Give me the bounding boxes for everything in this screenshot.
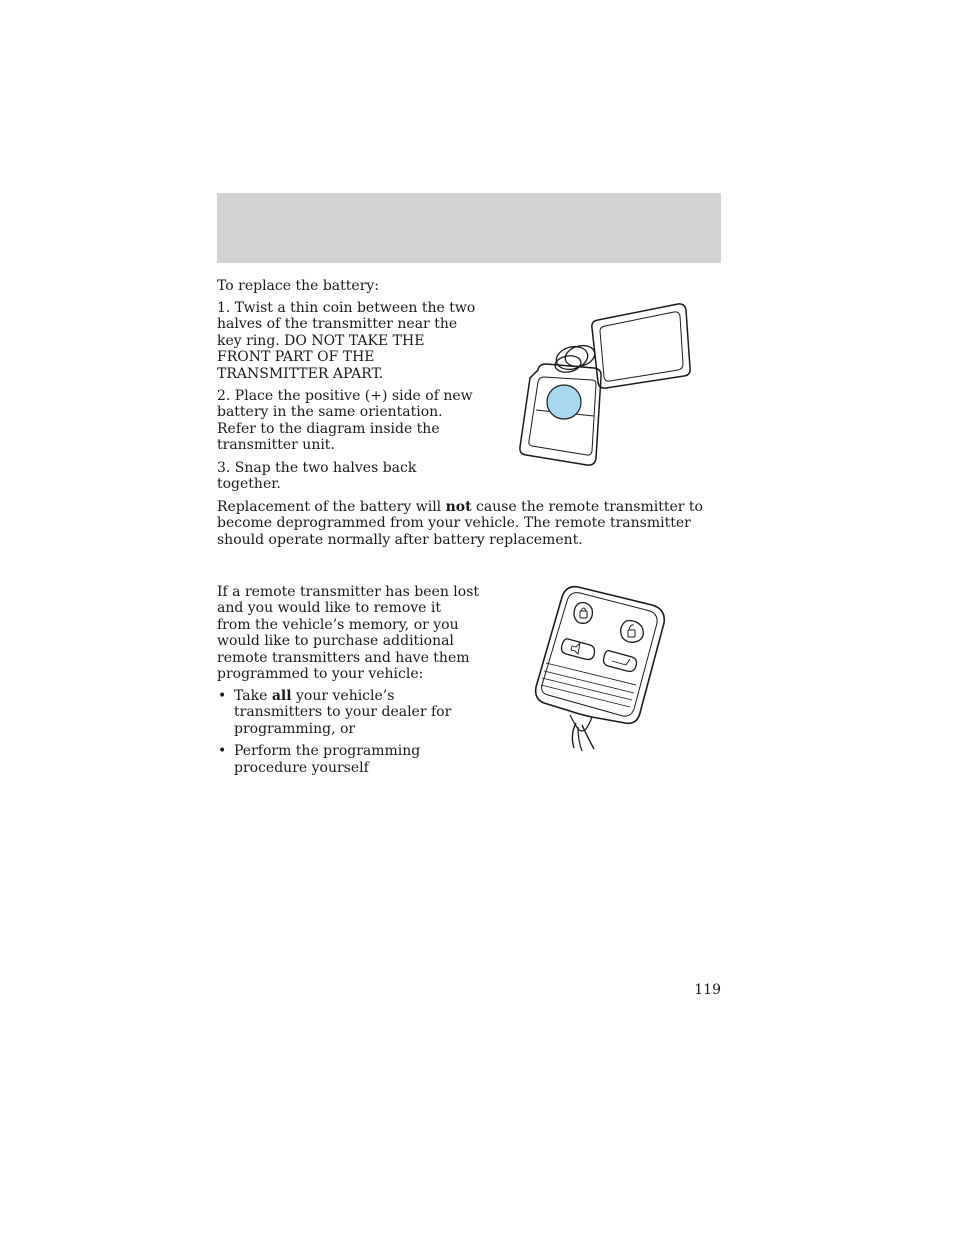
replacement-note-text-start: Replacement of the battery will xyxy=(217,499,446,515)
panic-button xyxy=(562,639,595,660)
unlock-icon xyxy=(628,630,635,637)
step-1: 1. Twist a thin coin between the two halves of the transmitter near the key ring. DO NOT TAKE THE FRONT PART OF THE TRANSMITTER APART. xyxy=(217,300,476,382)
bullet-text: Perform the programming procedure yourself xyxy=(234,743,421,776)
remote-transmitter-illustration xyxy=(530,583,670,753)
horn-icon xyxy=(571,643,580,654)
page-number: 119 xyxy=(694,982,721,998)
replacement-note-text-end: cause the remote transmitter to become deprogrammed from your vehicle. The remote transmitter should operate normally after battery replacement. xyxy=(217,499,703,548)
remote-face xyxy=(542,593,658,716)
programming-options-list xyxy=(217,688,479,782)
remote-key-ring xyxy=(570,715,594,751)
key-ring xyxy=(554,342,597,374)
bullet-item-dealer xyxy=(217,688,479,737)
bullet-text-end: your vehicle’s transmitters to your dealer for programming, or xyxy=(234,688,452,737)
bullet-emphasis: all xyxy=(271,688,292,704)
bullet-marker: • xyxy=(218,688,227,704)
trunk-button xyxy=(604,651,637,672)
intro-text: To replace the battery: xyxy=(217,278,380,294)
lock-icon xyxy=(580,611,587,618)
replacement-note-emphasis: not xyxy=(445,499,472,515)
bullet-item-self xyxy=(217,743,479,776)
step-3: 3. Snap the two halves back together. xyxy=(217,459,417,493)
lock-button xyxy=(574,603,592,624)
bullet-text-start: Take xyxy=(234,688,272,704)
replacement-note xyxy=(217,499,727,548)
unlock-button xyxy=(621,621,644,643)
battery-steps-list xyxy=(217,300,479,498)
bullet-marker: • xyxy=(218,743,227,760)
trunk-icon xyxy=(612,659,630,665)
step-2: 2. Place the positive (+) side of new battery in the same orientation. Refer to the diagram inside the transmitter unit. xyxy=(217,388,473,454)
battery-coin xyxy=(547,385,581,419)
remote-body xyxy=(536,587,665,724)
transmitter-back-half xyxy=(592,304,690,388)
transmitter-battery-illustration xyxy=(512,298,697,470)
lost-transmitter-paragraph: If a remote transmitter has been lost and you would like to remove it from the vehicle’s memory, or you would like to purchase additional remote transmitters and have them programmed to your vehicle: xyxy=(217,584,480,683)
section-header-band xyxy=(217,193,721,263)
